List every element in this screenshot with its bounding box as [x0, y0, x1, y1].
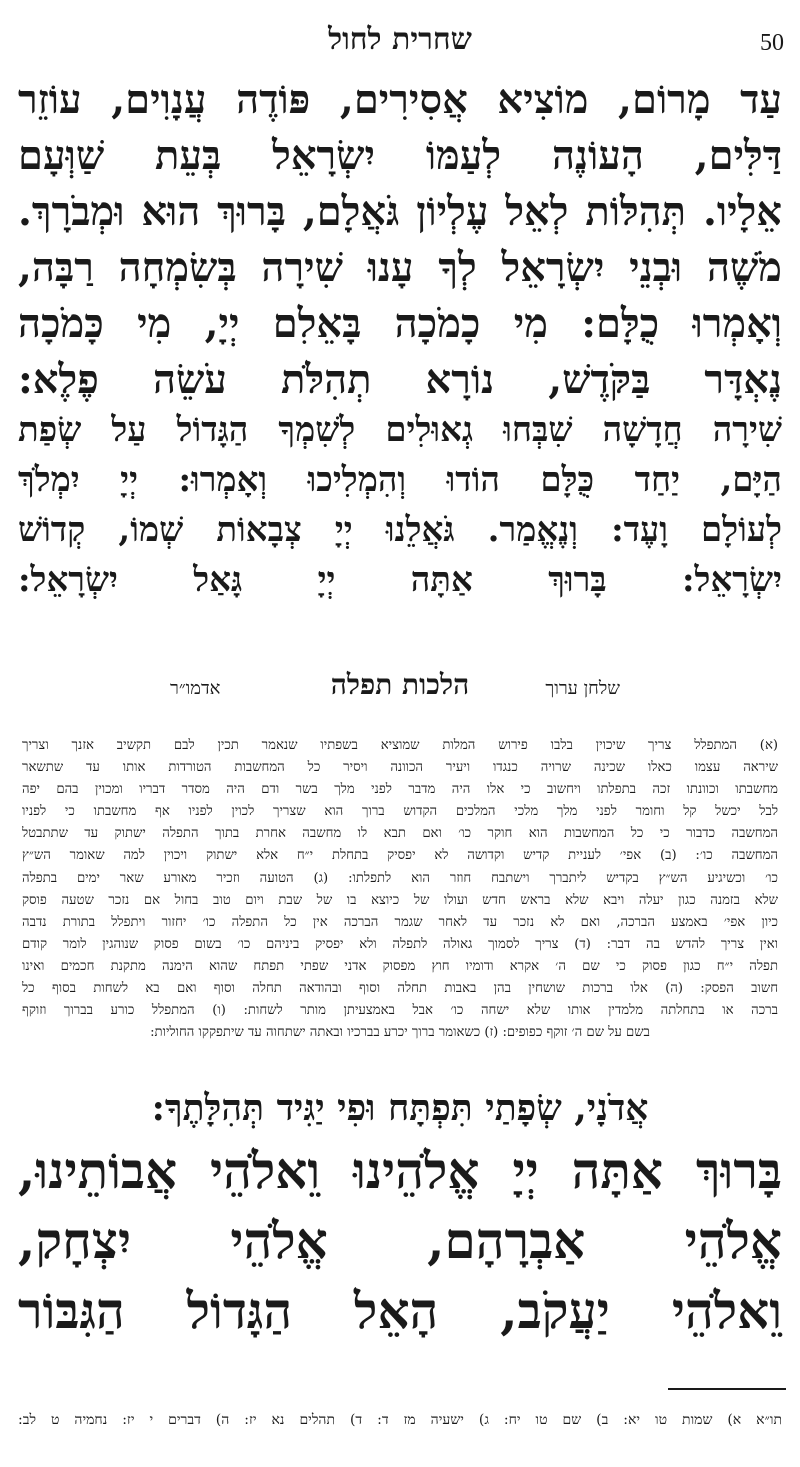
prayer-text-section-2 [18, 405, 782, 605]
note-line: כיון אפי׳ באמצע הברכה, ואם לא נזכר עד לאחר שגמר הברכה אין כל התפלה כו׳ יחזור ויתפלל בתורת נדבה [22, 914, 778, 930]
page-title: שחרית לחול [328, 22, 472, 57]
halacha-header [120, 668, 680, 708]
prayer-line: וְאָמְרוּ כֻלָּם: מִי כָמֹכָה בָּאֵלִם יְיָ, מִי כָּמֹכָה [18, 300, 782, 347]
note-line: שיראה עצמו כאלו שכינה שרויה כנגדו ויעיר הכוונה ויסיר כל המחשבות הטורדות אותו עד שתשאר [22, 760, 778, 776]
note-line: תפלה י״ח כגון פסוק כי שם ה׳ אקרא ודומיו חוץ מפסוק אדני שפתי תפתח שהוא הימנה מתקנת חכמים ואינו [22, 958, 778, 974]
amidah-line: וֵאלֹהֵי יַעֲקֹב, הָאֵל הַגָּדוֹל הַגִּבּוֹר [18, 1281, 782, 1340]
note-line: כו׳ וכשיגיע הש״ץ בקדיש ליתברך וישתבח חוזר הוא לתפלתו: (ג) הטועה וזכיר מאורע שאר ימים בתפלה [22, 870, 778, 886]
note-line: שלא בזמנה כגון יעלה ויבא שלא בראש חדש ועולו של כיוצא בו של שבת ויום טוב בחול אם נזכר שטעה פוסק [22, 892, 778, 908]
amidah-line: בָּרוּךְ אַתָּה יְיָ אֱלֹהֵינוּ וֵאלֹהֵי אֲבוֹתֵינוּ, [18, 1141, 782, 1200]
prayer-line: יִשְׂרָאֵל: בָּרוּךְ אַתָּה יְיָ גָּאַל יִשְׂרָאֵל: [18, 560, 782, 600]
source-references: תו״א א) שמות טו יא: ב) שם טו יח: ג) ישעיה מז ד: ד) תהלים נא יז: ה) דברים י יז: נחמיה ט לב: [18, 1412, 782, 1428]
halacha-notes [22, 735, 778, 1044]
prayer-line: אֵלָיו. תְּהִלּוֹת לְאֵל עֶלְיוֹן גֹּאֲלָם, בָּרוּךְ הוּא וּמְבֹרָךְ. [18, 188, 782, 235]
note-line: המחשבה כדבור כי כל המחשבות הוא חוקר כו׳ ואם תבא לו מחשבה אחרת בתוך התפלה ישתוק עד שתתבטל [22, 826, 778, 842]
page-number: 50 [760, 30, 784, 56]
prayer-text-section-1 [18, 72, 782, 408]
prayer-line: דַּלִּים, הָעוֹנֶה לְעַמּוֹ יִשְׂרָאֵל בְּעֵת שַׁוְּעָם [18, 132, 782, 179]
note-line: בשם על שם ה׳ זוקף כפופים: (ז) כשאומר ברוך יכרע בברכיו ובאתה ישתחוה עד שיתפקקו החוליות: [150, 1025, 650, 1041]
prayer-line: שִׁירָה חֲדָשָׁה שִׁבְּחוּ גְאוּלִים לְשִׁמְךָ הַגָּדוֹל עַל שְׂפַת [18, 410, 782, 450]
prayer-line: מֹשֶׁה וּבְנֵי יִשְׂרָאֵל לְךָ עָנוּ שִׁירָה בְּשִׂמְחָה רַבָּה, [18, 244, 782, 291]
halacha-header-title: הלכות תפלה [330, 668, 470, 701]
prayer-line: עַד מָרוֹם, מוֹצִיא אֲסִירִים, פּוֹדֶה עֲנָוִים, עוֹזֵר [18, 76, 782, 123]
note-line: (א) המתפלל צריך שיכוין בלבו פירוש המלות שמוציא בשפתיו שנאמר תכין לבם תקשיב אזנך וצריך [22, 738, 778, 753]
note-line: המחשבה כו׳: (ב) אפי׳ לעניית קדיש וקדושה לא יפסיק בתחלת י״ח אלא ישתוק ויכוין למה שאומר הש״ץ [22, 848, 778, 864]
note-line: מחשבתו וכוונתו זכה בתפלתו ויחשוב כי אלו היה מדבר לפני מלך בשר ודם היה מסדר דבריו ומכוין בהם יפה [22, 782, 778, 798]
note-line: ואין צריך להדש בה דבר: (ד) צריך לסמוך גאולה לתפלה ולא יפסיק ביניהם כו׳ בשום פסוק שנוהגין לומר קודם [22, 936, 778, 952]
note-line: חשוב הפסק: (ה) אלו ברכות שושחין בהן באבות תחלה וסוף ובהודאה תחלה וסוף ואם בא לשחות בסוף כל [22, 981, 778, 997]
page-header [20, 18, 784, 58]
amidah-opening [18, 1080, 782, 1346]
amidah-verse: אֲדֹנָי, שְׂפָתַי תִּפְתָּח וּפִי יַגִּיד תְּהִלָּתֶךָ: [151, 1087, 649, 1129]
prayer-line: לְעוֹלָם וָעֶד: וְנֶאֱמַר. גֹּאֲלֵנוּ יְיָ צְבָאוֹת שְׁמוֹ, קְדוֹשׁ [18, 510, 782, 550]
note-line: לבל יכשל קל וחומר לפני מלך מלכי המלכים הקדוש ברוך הוא שצריך לכוין לפניו אף מחשבתו כי לפניו [22, 804, 778, 820]
prayer-line: הַיָּם, יַחַד כֻּלָּם הוֹדוּ וְהִמְלִיכוּ וְאָמְרוּ: יְיָ יִמְלֹךְ [18, 460, 782, 500]
halacha-header-author: אדמו״ר [170, 678, 221, 699]
prayer-line: נֶאְדָּר בַּקֹּדֶשׁ, נוֹרָא תְהִלֹּת עֹשֵׂה פֶלֶא: [18, 356, 782, 403]
footnote-divider [668, 1388, 786, 1390]
amidah-line: אֱלֹהֵי אַבְרָהָם, אֱלֹהֵי יִצְחָק, [18, 1211, 782, 1270]
halacha-header-source: שלחן ערוך [545, 678, 620, 699]
note-line: ברכה או בתחלתה מלמדין אותו שלא ישחה כו׳ אבל באמצעיתן מותר לשחות: (ו) המתפלל כורע בברוך וזוקף [22, 1003, 778, 1019]
